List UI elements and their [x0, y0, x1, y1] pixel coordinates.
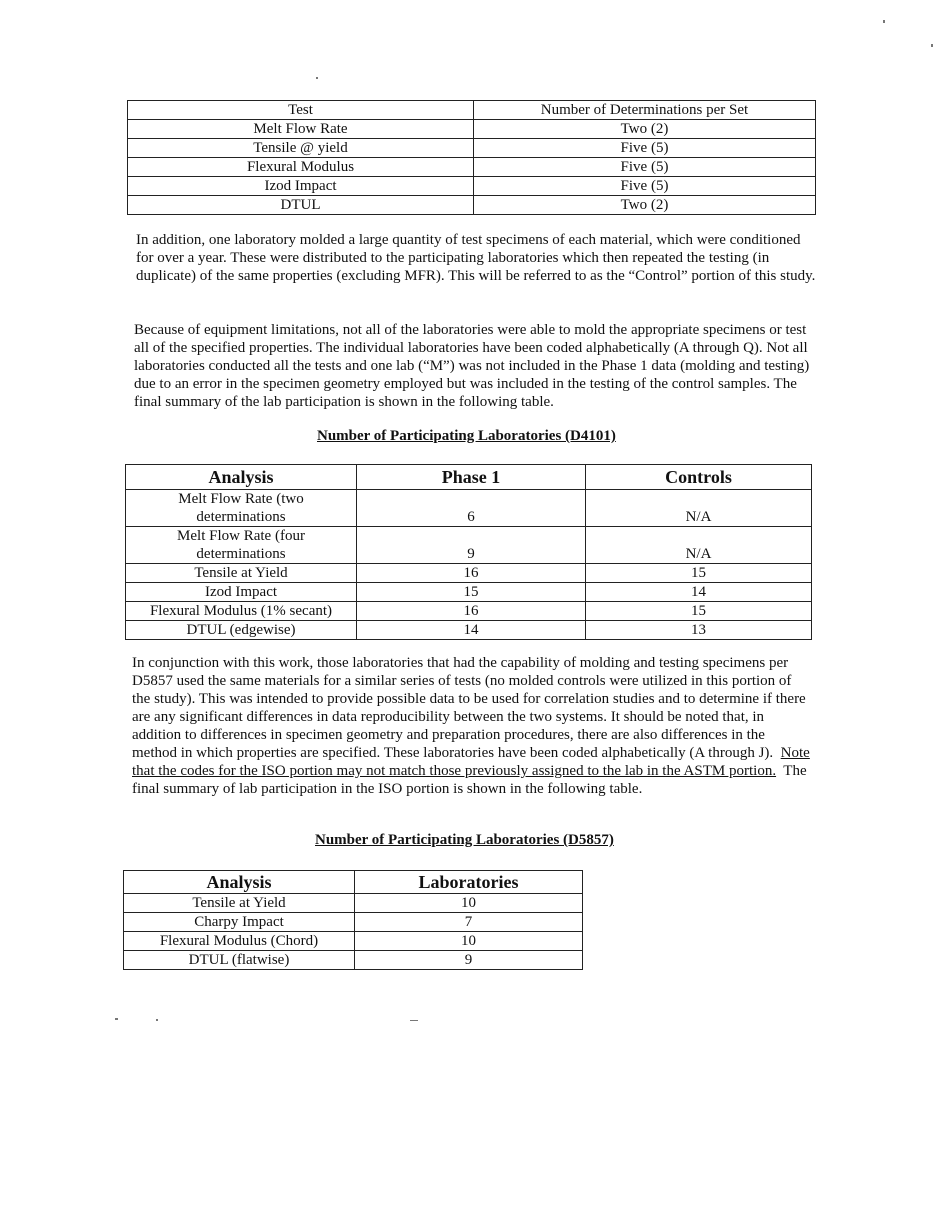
table-row	[124, 913, 583, 932]
analysis-line-2: determinations	[196, 509, 286, 525]
table-cell-analysis: Tensile at Yield	[126, 564, 357, 583]
column-header-analysis: Analysis	[126, 465, 357, 490]
table-row	[126, 527, 812, 564]
table-cell-determinations: Five (5)	[474, 158, 816, 177]
table-cell-phase1: 6	[357, 490, 586, 527]
column-header-test: Test	[128, 101, 474, 120]
paragraph-iso-note: Note that the codes for the ISO portion may not match those previously assigned to the lab in the ASTM portion.	[132, 745, 810, 779]
table-cell-test: Melt Flow Rate	[128, 120, 474, 139]
table-row	[128, 196, 816, 215]
table-row	[126, 621, 812, 640]
scan-speck	[316, 77, 318, 79]
table-cell-controls: N/A	[586, 527, 812, 564]
paragraph-iso-portion	[132, 654, 812, 798]
d4101-table-caption: Number of Participating Laboratories (D4101)	[317, 428, 616, 444]
paragraph-equipment-limitations: Because of equipment limitations, not all of the laboratories were able to mold the appropriate specimens or test all of the specified properties. The individual laboratories have been coded alphabetically (A through Q). Not all laboratories conducted all the tests and one lab (“M”) was not included in the Phase 1 data (molding and testing) due to an error in the specimen geometry employed but was included in the testing of the control samples. The final summary of the lab participation is shown in the following table.	[134, 322, 810, 410]
determinations-table	[127, 100, 816, 215]
scan-speck	[115, 1018, 118, 1020]
analysis-line-2: determinations	[196, 546, 286, 562]
table-cell-phase1: 16	[357, 602, 586, 621]
paragraph-iso-tail: The final summary of lab participation in the ISO portion is shown in the following table.	[132, 763, 807, 797]
table-cell-controls: 14	[586, 583, 812, 602]
table-cell-laboratories: 7	[355, 913, 583, 932]
scan-speck	[883, 20, 885, 23]
d5857-participation-table	[123, 870, 583, 970]
column-header-laboratories: Laboratories	[355, 871, 583, 894]
table-row	[126, 602, 812, 621]
table-cell-determinations: Two (2)	[474, 196, 816, 215]
table-row	[128, 158, 816, 177]
table-row	[124, 894, 583, 913]
table-cell-analysis: DTUL (flatwise)	[124, 951, 355, 970]
table-cell-test: Flexural Modulus	[128, 158, 474, 177]
table-cell-phase1: 14	[357, 621, 586, 640]
table-cell-analysis: Tensile at Yield	[124, 894, 355, 913]
table-cell-test: Tensile @ yield	[128, 139, 474, 158]
table-row	[128, 139, 816, 158]
table-cell-controls: 15	[586, 602, 812, 621]
analysis-line-1: Melt Flow Rate (four	[177, 528, 305, 544]
table-cell-analysis: Flexural Modulus (Chord)	[124, 932, 355, 951]
table-cell-analysis: Izod Impact	[126, 583, 357, 602]
table-row	[124, 932, 583, 951]
table-cell-phase1: 9	[357, 527, 586, 564]
table-row	[126, 564, 812, 583]
table-cell-analysis	[126, 527, 357, 564]
column-header-determinations: Number of Determinations per Set	[474, 101, 816, 120]
scan-speck	[156, 1019, 158, 1021]
d5857-table-caption: Number of Participating Laboratories (D5857)	[315, 832, 614, 848]
analysis-line-1: Melt Flow Rate (two	[178, 491, 304, 507]
scan-speck	[931, 44, 933, 47]
paragraph-control-portion: In addition, one laboratory molded a large quantity of test specimens of each material, which were conditioned for over a year. These were distributed to the participating laboratories which then repeated the testing (in duplicate) of the same properties (excluding MFR). This will be referred to as the “Control” portion of this study.	[136, 232, 816, 284]
table-cell-controls: N/A	[586, 490, 812, 527]
table-row	[126, 490, 812, 527]
table-cell-analysis: DTUL (edgewise)	[126, 621, 357, 640]
table-cell-analysis: Flexural Modulus (1% secant)	[126, 602, 357, 621]
table-row	[128, 120, 816, 139]
column-header-phase1: Phase 1	[357, 465, 586, 490]
column-header-controls: Controls	[586, 465, 812, 490]
scan-speck	[410, 1020, 418, 1021]
table-cell-analysis: Charpy Impact	[124, 913, 355, 932]
column-header-analysis: Analysis	[124, 871, 355, 894]
table-cell-phase1: 16	[357, 564, 586, 583]
table-cell-laboratories: 10	[355, 932, 583, 951]
table-cell-test: DTUL	[128, 196, 474, 215]
table-cell-phase1: 15	[357, 583, 586, 602]
table-cell-analysis	[126, 490, 357, 527]
table-row	[128, 177, 816, 196]
table-header-row	[124, 871, 583, 894]
paragraph-iso-text: In conjunction with this work, those laboratories that had the capability of molding and testing specimens per D5857 used the same materials for a similar series of tests (no molded controls were utilized in this portion of the study). This was intended to provide possible data to be used for correlation studies and to determine if there are any significant differences in data reproducibility between the two systems. It should be noted that, in addition to differences in specimen geometry and preparation procedures, there are also differences in the method in which properties are specified. These laboratories have been coded alphabetically (A through J).	[132, 655, 806, 761]
table-header-row	[128, 101, 816, 120]
d4101-participation-table	[125, 464, 812, 640]
table-cell-controls: 15	[586, 564, 812, 583]
table-cell-controls: 13	[586, 621, 812, 640]
table-row	[126, 583, 812, 602]
table-header-row	[126, 465, 812, 490]
table-cell-laboratories: 10	[355, 894, 583, 913]
table-cell-determinations: Five (5)	[474, 139, 816, 158]
table-row	[124, 951, 583, 970]
table-cell-test: Izod Impact	[128, 177, 474, 196]
table-cell-laboratories: 9	[355, 951, 583, 970]
table-cell-determinations: Five (5)	[474, 177, 816, 196]
table-cell-determinations: Two (2)	[474, 120, 816, 139]
